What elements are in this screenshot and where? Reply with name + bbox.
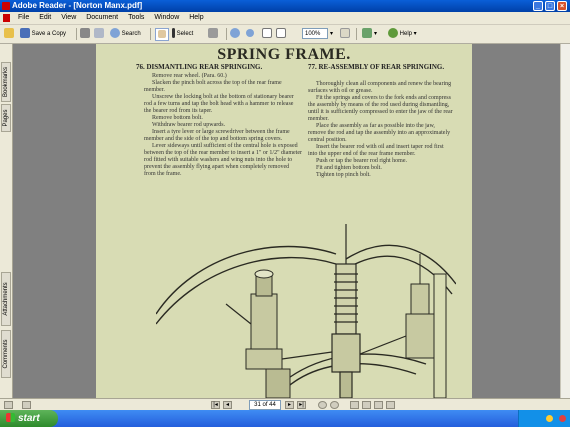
select-label: Select: [176, 31, 194, 37]
menu-window[interactable]: Window: [154, 14, 180, 21]
search-icon: [110, 28, 120, 38]
zoom-plus-button[interactable]: [340, 28, 350, 40]
camera-icon: [208, 28, 218, 38]
email-button[interactable]: [94, 28, 104, 40]
folder-icon: [4, 28, 14, 38]
paragraph: Lever sideways until sufficient of the central hole is exposed between the top of the rear member to insert a 1" or 1/2" diameter rod fitted with suitable washers and wing nuts into the hole to prevent the assembly flying apart when completely removed from the frame.: [144, 143, 303, 177]
close-button[interactable]: ×: [557, 1, 567, 11]
email-icon: [94, 28, 104, 38]
section-77-text: [308, 81, 454, 179]
tab-comments[interactable]: [1, 330, 11, 378]
tab-pages[interactable]: [1, 104, 11, 132]
paragraph: Fit the springs and covers to the fork ends and compress the assembly by means of the rod used during dismantling, until it is sufficiently compressed to enter the jaw of the rear member.: [308, 95, 453, 122]
navigation-pane: [0, 44, 13, 398]
next-page-button[interactable]: ▸: [285, 401, 294, 409]
snapshot-button[interactable]: [208, 28, 218, 40]
actual-size-icon: [262, 28, 272, 38]
toolbar: [0, 25, 570, 44]
print-button[interactable]: [80, 28, 90, 40]
zoom-out-button[interactable]: [246, 28, 254, 40]
single-page-button[interactable]: [350, 401, 359, 409]
tab-bookmarks-label: Bookmarks: [3, 66, 9, 98]
paragraph: Slacken the pinch bolt across the top of the rear frame member.: [144, 80, 282, 93]
minimize-button[interactable]: _: [533, 1, 543, 11]
paragraph: Insert the bearer rod with oil and insert taper rod first into the upper end of the rear frame member.: [308, 144, 444, 157]
paragraph: Place the assembly as far as possible into the jaw, remove the rod and tap the assembly into an approximately central position.: [308, 123, 451, 143]
section-76-heading: 76. DISMANTLING REAR SPRINGING.: [136, 63, 263, 71]
taskbar: [0, 410, 570, 427]
fit-page-button[interactable]: [276, 28, 286, 40]
menu-tools[interactable]: Tools: [128, 14, 145, 21]
tray-icon[interactable]: [546, 415, 553, 422]
section-76-text: [144, 73, 302, 178]
paragraph: Remove rear wheel. (Para. 60.): [152, 73, 227, 79]
facing-button[interactable]: [374, 401, 383, 409]
continuous-button[interactable]: [362, 401, 371, 409]
tab-bookmarks[interactable]: [1, 62, 11, 102]
pdf-page: [96, 44, 472, 398]
actual-size-button[interactable]: [262, 28, 272, 40]
page-title: SPRING FRAME.: [217, 46, 351, 63]
windows-logo-icon: [6, 413, 15, 422]
start-button[interactable]: [0, 410, 58, 427]
spring-frame-illustration: [156, 214, 456, 398]
save-icon: [20, 28, 30, 38]
vertical-scrollbar[interactable]: [560, 44, 570, 398]
menu-document[interactable]: Document: [86, 14, 119, 21]
paragraph: Insert a tyre lever or large screwdriver between the frame member and the side of the top and bottom spring covers.: [144, 129, 290, 142]
tab-pages-label: Pages: [3, 109, 9, 127]
first-page-button[interactable]: |◂: [211, 401, 220, 409]
system-tray: [518, 410, 570, 427]
zoom-out-icon: [246, 29, 254, 37]
save-copy-button[interactable]: [20, 28, 66, 40]
search-label: Search: [121, 31, 141, 37]
menu-view[interactable]: View: [61, 14, 77, 21]
menu-file[interactable]: File: [17, 14, 30, 21]
tab-attachments-label: Attachments: [3, 282, 9, 316]
document-icon: [3, 14, 10, 22]
help-label: Help: [399, 31, 413, 37]
next-view-button[interactable]: [330, 401, 339, 409]
continuous-facing-button[interactable]: [386, 401, 395, 409]
zoom-dropdown[interactable]: ▾: [330, 31, 334, 37]
menu-bar: [0, 12, 570, 25]
paragraph: Tighten top pinch bolt.: [316, 172, 371, 178]
hand-icon: [158, 30, 166, 38]
hand-tool-button[interactable]: [155, 28, 169, 41]
plus-icon: [340, 28, 350, 38]
magnifier-icon: [230, 28, 240, 38]
paragraph: Unscrew the locking bolt at the bottom of stationary bearer rod a few turns and tap the bolt head with a hammer to release the bearer rod from its taper.: [144, 94, 294, 114]
previous-view-button[interactable]: [318, 401, 327, 409]
fit-page-icon: [276, 28, 286, 38]
last-page-button[interactable]: ▸|: [297, 401, 306, 409]
help-icon: [388, 28, 398, 38]
menu-edit[interactable]: Edit: [39, 14, 52, 21]
security-alert-icon[interactable]: [559, 415, 566, 422]
start-label: start: [18, 413, 40, 424]
search-button[interactable]: [110, 28, 141, 40]
paragraph: Thoroughly clean all components and renew the bearing surfaces with oil or grease.: [308, 81, 452, 94]
text-cursor-icon: [172, 28, 175, 38]
maximize-button[interactable]: □: [545, 1, 555, 11]
open-button[interactable]: [4, 28, 14, 40]
tab-attachments[interactable]: [1, 272, 11, 326]
page-size-icon: [4, 401, 13, 409]
paragraph: Remove bottom bolt.: [152, 115, 203, 121]
menu-help[interactable]: Help: [189, 14, 204, 21]
select-tool-button[interactable]: [172, 28, 193, 40]
paragraph: Withdraw bearer rod upwards.: [152, 122, 226, 128]
title-bar: [0, 0, 570, 12]
paragraph: Push or tap the bearer rod right home.: [316, 158, 407, 164]
paragraph: Fit and tighten bottom bolt.: [316, 165, 382, 171]
rotate-icon: [362, 28, 372, 38]
help-button[interactable]: Help ▾: [388, 28, 417, 40]
print-icon: [80, 28, 90, 38]
save-copy-label: Save a Copy: [31, 31, 67, 37]
adobe-reader-icon: [2, 2, 10, 10]
zoom-in-button[interactable]: [230, 28, 240, 40]
rotate-button[interactable]: [362, 28, 372, 40]
page-layout-button[interactable]: [22, 401, 31, 409]
tab-comments-label: Comments: [3, 339, 9, 369]
page-number-field[interactable]: 31 of 44: [249, 400, 281, 410]
window-title: Adobe Reader - [Norton Manx.pdf]: [12, 1, 143, 10]
rotate-dropdown[interactable]: ▾: [374, 31, 378, 37]
section-77-heading: 77. RE-ASSEMBLY OF REAR SPRINGING.: [308, 63, 445, 71]
previous-page-button[interactable]: ◂: [223, 401, 232, 409]
zoom-field[interactable]: 100%: [302, 28, 328, 39]
